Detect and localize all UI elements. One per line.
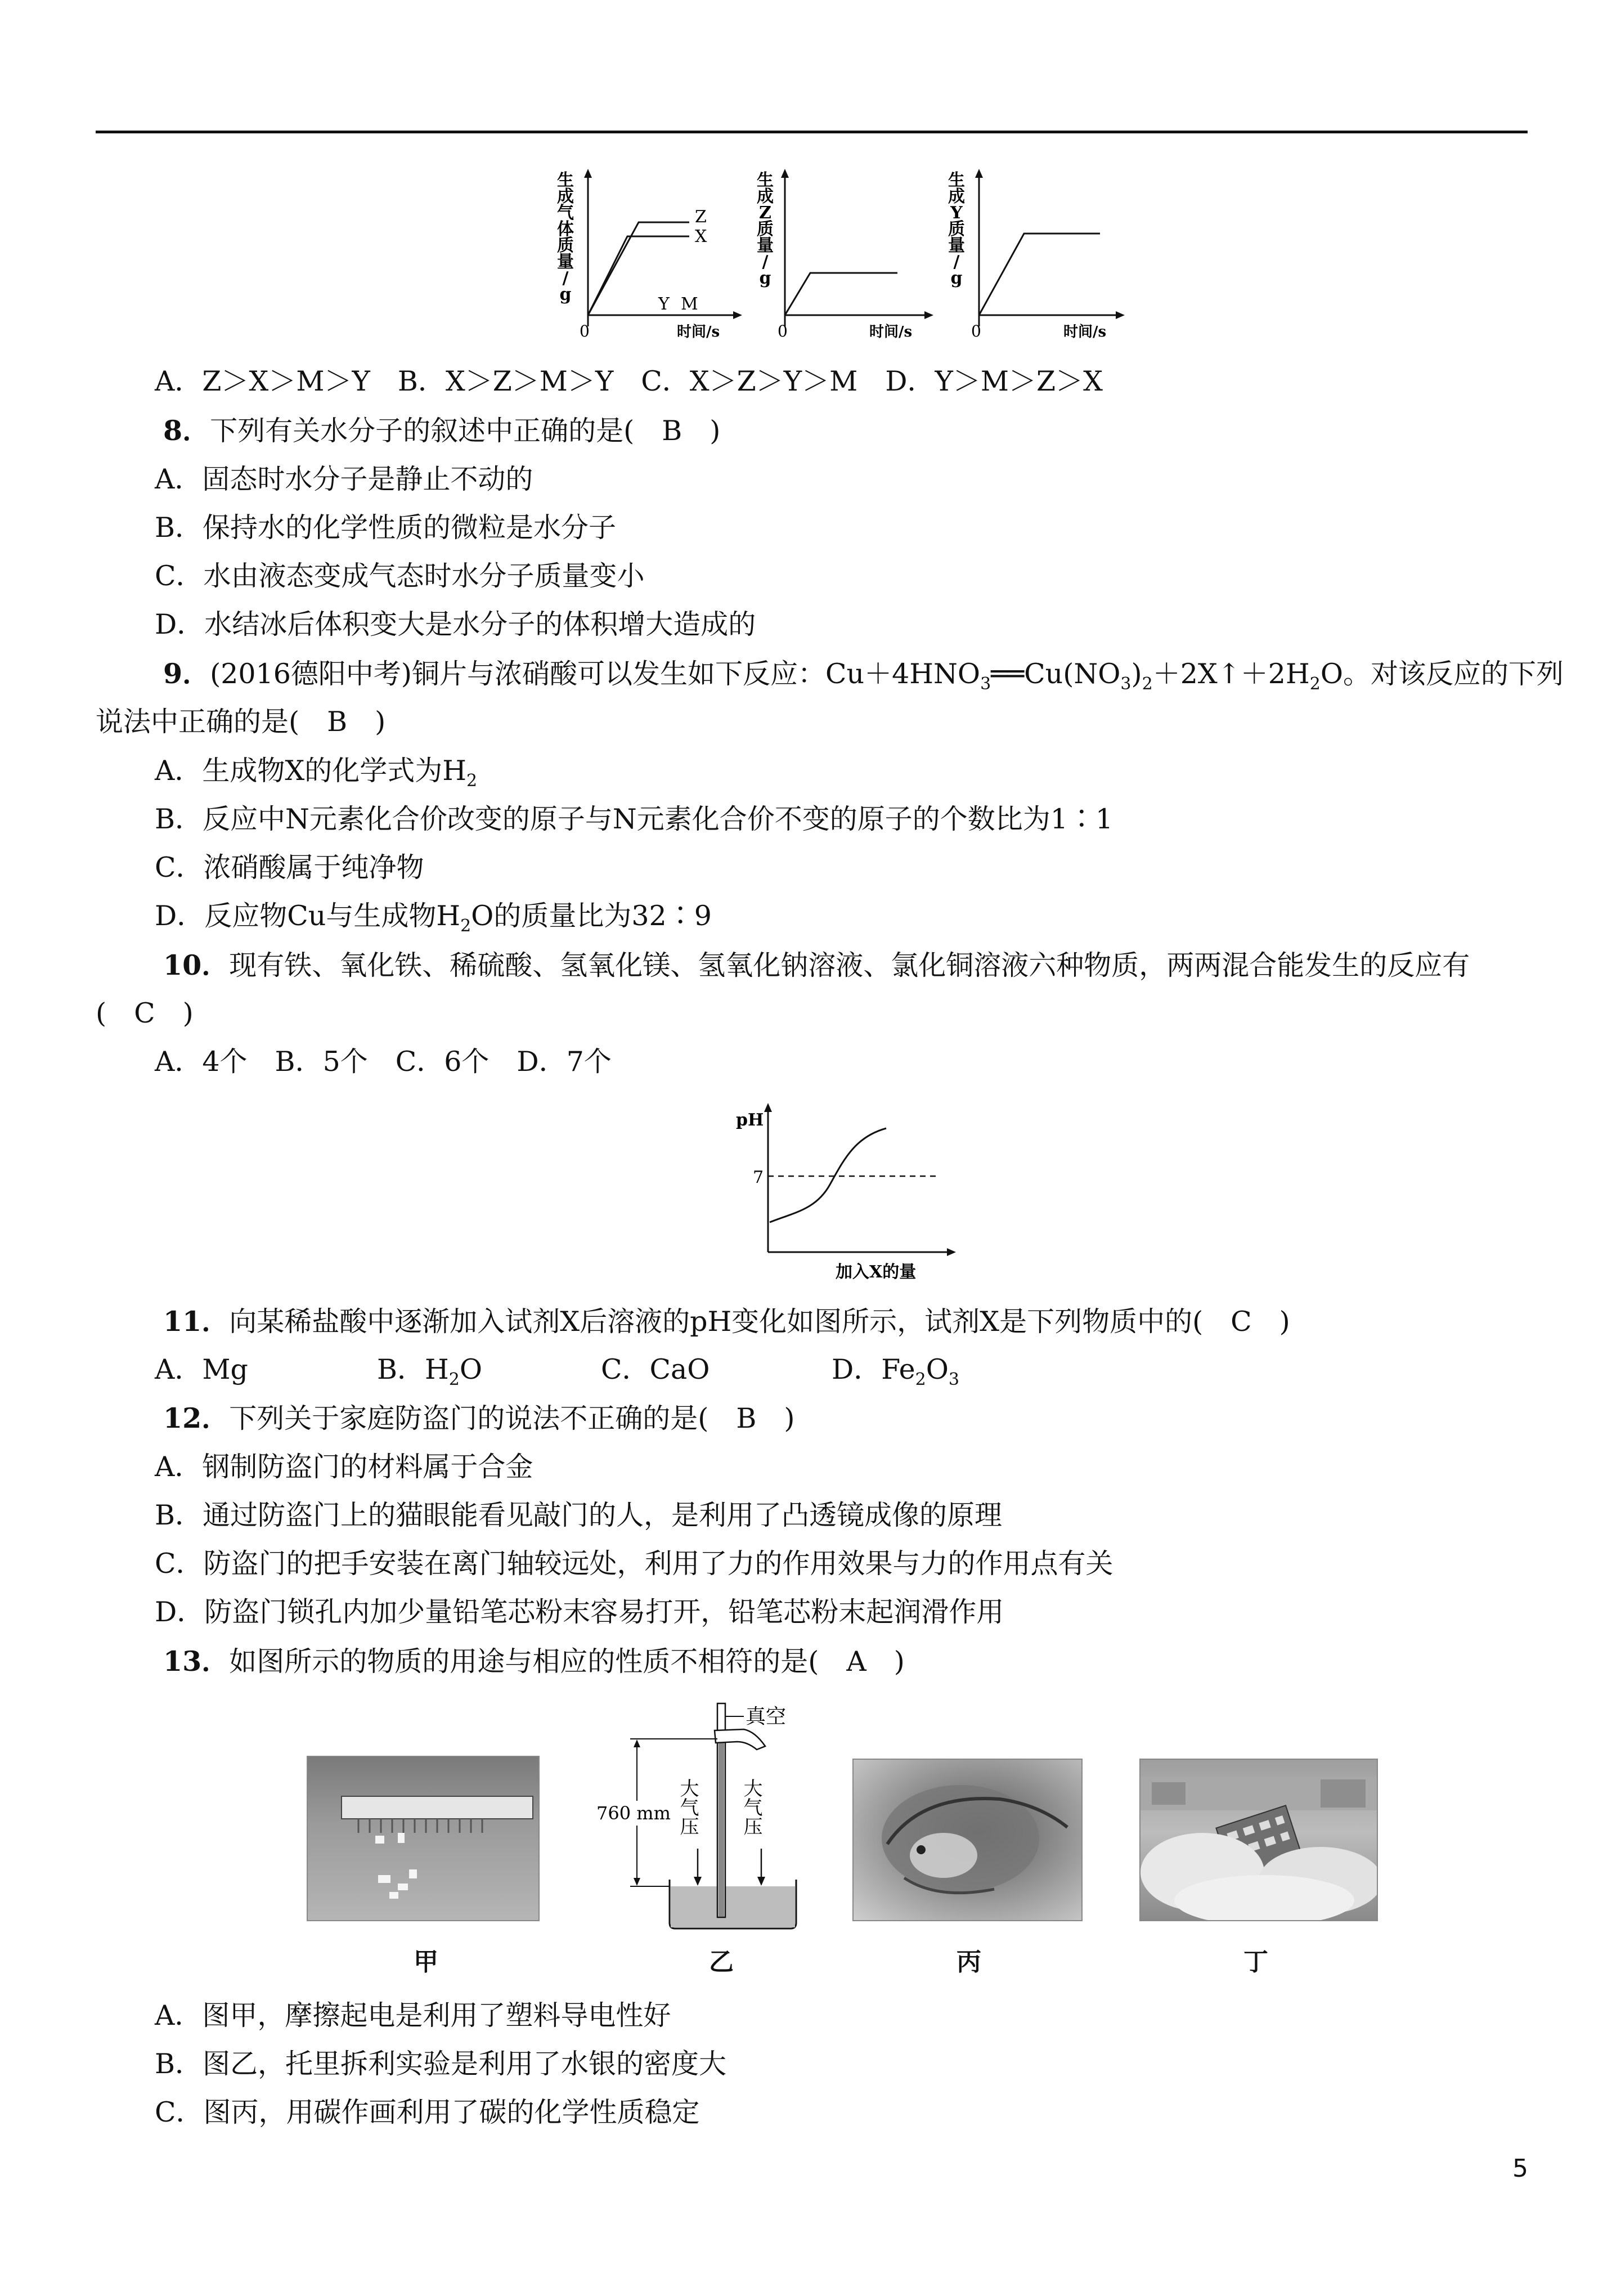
q8-stem-text: 下列有关水分子的叙述中正确的是( B )	[210, 415, 721, 447]
graph-gas-mass	[554, 169, 743, 340]
graph1-line-x: X	[695, 227, 707, 246]
q12-option-d: D．防盗门锁孔内加少量铅笔芯粉末容易打开，铅笔芯粉末起润滑作用	[155, 1596, 1004, 1628]
torricelli-experiment	[596, 1697, 844, 1933]
q12-option-a: A．钢制防盗门的材料属于合金	[155, 1451, 533, 1483]
q12-option-b: B．通过防盗门上的猫眼能看见敲门的人，是利用了凸透镜成像的原理	[155, 1499, 1003, 1531]
graph1-line-y: Y	[658, 294, 670, 314]
q9-number: 9．	[163, 657, 210, 690]
graph2-xlabel: 时间/s	[869, 324, 913, 340]
q10-stem	[163, 948, 1470, 983]
q13-option-c: C．图丙，用碳作画利用了碳的化学性质稳定	[155, 2096, 700, 2128]
q11-option-b-text: B．H	[377, 1353, 449, 1385]
q11-option-c: C．CaO	[601, 1353, 710, 1385]
q9-sub: 2	[460, 916, 472, 936]
q9-option-a-text: A．生成物X的化学式为H	[155, 755, 467, 787]
graph3-ylabel: 生成 Y 质量/ g	[948, 171, 965, 288]
page-number: 5	[1512, 2154, 1528, 2183]
q9-option-a	[155, 754, 477, 798]
caption-bing: 丙	[957, 1948, 981, 1976]
q13-option-a: A．图甲，摩擦起电是利用了塑料导电性好	[155, 1999, 671, 2032]
graph1-origin: 0	[580, 322, 590, 340]
q9-stem-d: ＋2X↑＋2H	[1152, 658, 1310, 690]
ph-tick-7: 7	[753, 1168, 764, 1187]
q9-option-d-text: D．反应物Cu与生成物H	[155, 900, 461, 932]
q11-option-a: A．Mg	[155, 1353, 248, 1385]
q10-options: A．4个 B．5个 C．6个 D．7个	[155, 1046, 612, 1078]
pressure-label-right: 大气压	[740, 1778, 762, 1836]
vacuum-label: 真空	[746, 1705, 787, 1728]
ph-xlabel: 加入X的量	[836, 1262, 917, 1282]
q9-stem-b: ══Cu(NO	[991, 658, 1121, 690]
graph3-origin: 0	[971, 322, 981, 340]
q13-stem-text: 如图所示的物质的用途与相应的性质不相符的是( A )	[229, 1645, 905, 1678]
q8-option-c: C．水由液态变成气态时水分子质量变小	[155, 560, 645, 592]
q11-sub: 2	[448, 1369, 460, 1389]
q11-option-b	[377, 1353, 482, 1397]
caption-jia: 甲	[414, 1948, 438, 1976]
q10-stem-text: 现有铁、氧化铁、稀硫酸、氢氧化镁、氢氧化钠溶液、氯化铜溶液六种物质，两两混合能发生的反应有	[229, 949, 1470, 981]
q9-stem-a: (2016德阳中考)铜片与浓硝酸可以发生如下反应：Cu＋4HNO	[210, 658, 981, 690]
q8-option-a: A．固态时水分子是静止不动的	[155, 463, 533, 495]
graph2-ylabel: 生成 Z 质量/ g	[757, 171, 774, 288]
q10-number: 10．	[163, 949, 230, 981]
q9-sub: 2	[1142, 674, 1153, 694]
photo-bing-charcoal-painting	[852, 1759, 1083, 1921]
q9-sub: 3	[1120, 674, 1131, 694]
q12-stem	[163, 1401, 794, 1436]
q11-option-b-text2: O	[459, 1353, 483, 1385]
caption-ding: 丁	[1243, 1948, 1268, 1976]
graph1-ylabel: 生成气体质量/ g	[557, 171, 574, 304]
photo-ding-building-demolition	[1139, 1759, 1378, 1921]
photo-jia-comb-paper	[307, 1756, 540, 1921]
graph3-xlabel: 时间/s	[1063, 324, 1107, 340]
q9-option-c: C．浓硝酸属于纯净物	[155, 851, 424, 884]
q9-option-d	[155, 899, 712, 943]
graph-z-mass	[754, 169, 934, 340]
q9-stem-c: )	[1131, 658, 1142, 690]
q11-option-d-text: D．Fe	[832, 1353, 915, 1385]
caption-yi: 乙	[709, 1948, 734, 1976]
q7-options: A．Z＞X＞M＞Y B．X＞Z＞M＞Y C．X＞Z＞Y＞M D．Y＞M＞Z＞X	[155, 365, 1103, 397]
q9-stem-e: O。对该反应的下列	[1320, 658, 1564, 690]
q11-option-d-text2: O	[926, 1353, 949, 1385]
q9-option-d-text2: O的质量比为32∶9	[471, 900, 712, 932]
q9-sub: 2	[1309, 674, 1321, 694]
q12-stem-text: 下列关于家庭防盗门的说法不正确的是( B )	[229, 1402, 795, 1434]
q8-option-d: D．水结冰后体积变大是水分子的体积增大造成的	[155, 608, 756, 640]
q11-option-d	[832, 1353, 959, 1397]
q9-option-b: B．反应中N元素化合价改变的原子与N元素化合价不变的原子的个数比为1∶1	[155, 803, 1113, 835]
ph-ylabel: pH	[736, 1110, 764, 1130]
q9-stem	[163, 657, 1564, 701]
height-760mm-label: 760 mm	[596, 1802, 671, 1824]
q11-sub: 3	[948, 1369, 959, 1389]
ph-graph	[731, 1103, 957, 1289]
pressure-label-left: 大气压	[676, 1778, 699, 1836]
q13-option-b: B．图乙，托里拆利实验是利用了水银的密度大	[155, 2048, 727, 2080]
q11-number: 11．	[163, 1305, 230, 1338]
header-rule	[96, 131, 1528, 133]
q12-option-c: C．防盗门的把手安装在离门轴较远处，利用了力的作用效果与力的作用点有关	[155, 1548, 1113, 1580]
graph1-line-m: M	[681, 294, 698, 314]
q13-stem	[163, 1644, 905, 1679]
q11-stem	[163, 1304, 1290, 1339]
graph1-xlabel: 时间/s	[677, 324, 720, 340]
q11-sub: 2	[915, 1369, 926, 1389]
q10-answer: ( C )	[96, 997, 194, 1029]
q13-number: 13．	[163, 1645, 230, 1678]
graph-y-mass	[945, 169, 1125, 340]
q8-option-b: B．保持水的化学性质的微粒是水分子	[155, 512, 617, 544]
q9-sub: 3	[980, 674, 991, 694]
q11-stem-text: 向某稀盐酸中逐渐加入试剂X后溶液的pH变化如图所示，试剂X是下列物质中的( C )	[229, 1306, 1290, 1338]
q9-sub: 2	[466, 770, 478, 791]
q8-number: 8．	[163, 414, 210, 447]
q9-stem-line2: 说法中正确的是( B )	[96, 706, 386, 738]
graph1-line-z: Z	[695, 207, 707, 227]
graph2-origin: 0	[778, 322, 788, 340]
q12-number: 12．	[163, 1402, 230, 1434]
q8-stem	[163, 414, 720, 448]
